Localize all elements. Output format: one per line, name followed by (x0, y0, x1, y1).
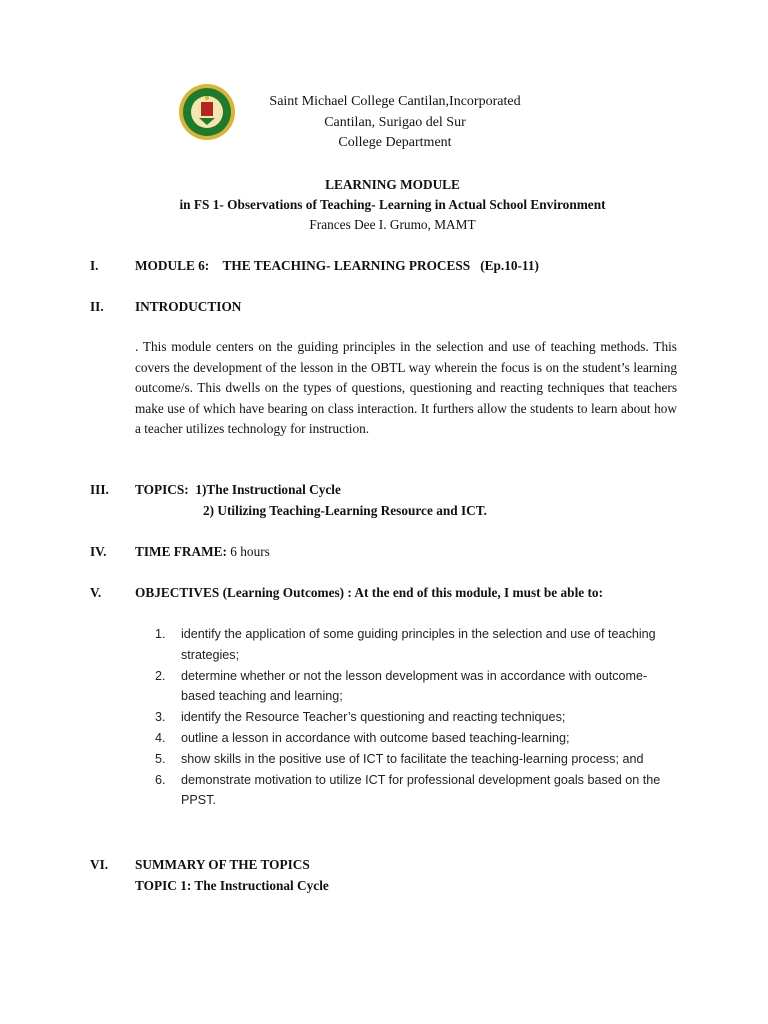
section-module-heading (135, 258, 539, 274)
time-frame-value: 6 hours (230, 544, 270, 559)
list-item: 4. outline a lesson in accordance with outcome based teaching-learning; (155, 730, 570, 745)
course-title: in FS 1- Observations of Teaching- Learning in Actual School Environment (179, 197, 606, 212)
college-seal-icon (175, 83, 239, 141)
time-frame-label: TIME FRAME: (135, 544, 227, 559)
department-name: College Department (338, 135, 452, 150)
module-title: LEARNING MODULE (325, 177, 460, 192)
time-frame (135, 544, 270, 560)
topics-label: TOPICS: (135, 482, 189, 497)
module-label: MODULE 6: (135, 258, 210, 273)
module-topic: THE TEACHING- LEARNING PROCESS (222, 258, 471, 273)
section-number: I. (90, 258, 99, 273)
list-item: 2. determine whether or not the lesson development was in accordance with outcome-based teaching and learning; (155, 668, 648, 704)
introduction-body: . This module centers on the guiding principles in the selection and use of teaching methods. This covers the development of the lesson in the OBTL way wherein the focus is on the student’s learning outcome/s. This dwells on the types of questions, questioning and reacting techniques that teachers make use of which have bearing on class interaction. It furthers allow the students to learn about how a teacher utilizes technology for instruction. (135, 339, 677, 436)
list-item: 5. show skills in the positive use of ICT to facilitate the teaching-learning process; and (155, 751, 644, 766)
topic-2: 2) Utilizing Teaching-Learning Resource and ICT. (203, 503, 487, 518)
section-number: II. (90, 299, 104, 314)
topic-1-subheading: TOPIC 1: The Instructional Cycle (135, 878, 329, 893)
topics-heading (135, 482, 341, 498)
author-name: Frances Dee I. Grumo, MAMT (309, 217, 476, 232)
section-number: III. (90, 482, 109, 497)
institution-location: Cantilan, Surigao del Sur (324, 115, 466, 130)
section-number: VI. (90, 857, 109, 872)
topic-1: 1)The Instructional Cycle (195, 482, 341, 497)
introduction-heading: INTRODUCTION (135, 299, 242, 314)
institution-name: Saint Michael College Cantilan,Incorporated (269, 94, 521, 109)
section-number: IV. (90, 544, 107, 559)
list-item: 3. identify the Resource Teacher’s questioning and reacting techniques; (155, 710, 566, 725)
list-item: 6. demonstrate motivation to utilize ICT for professional development goals based on the PPST. (155, 772, 661, 808)
module-reference: (Ep.10-11) (480, 258, 539, 273)
objectives-list (155, 624, 675, 811)
list-item: 1. identify the application of some guiding principles in the selection and use of teaching strategies; (155, 627, 656, 662)
objectives-heading: OBJECTIVES (Learning Outcomes) : At the end of this module, I must be able to: (135, 585, 603, 600)
summary-heading: SUMMARY OF THE TOPICS (135, 857, 310, 872)
section-number: V. (90, 585, 102, 600)
